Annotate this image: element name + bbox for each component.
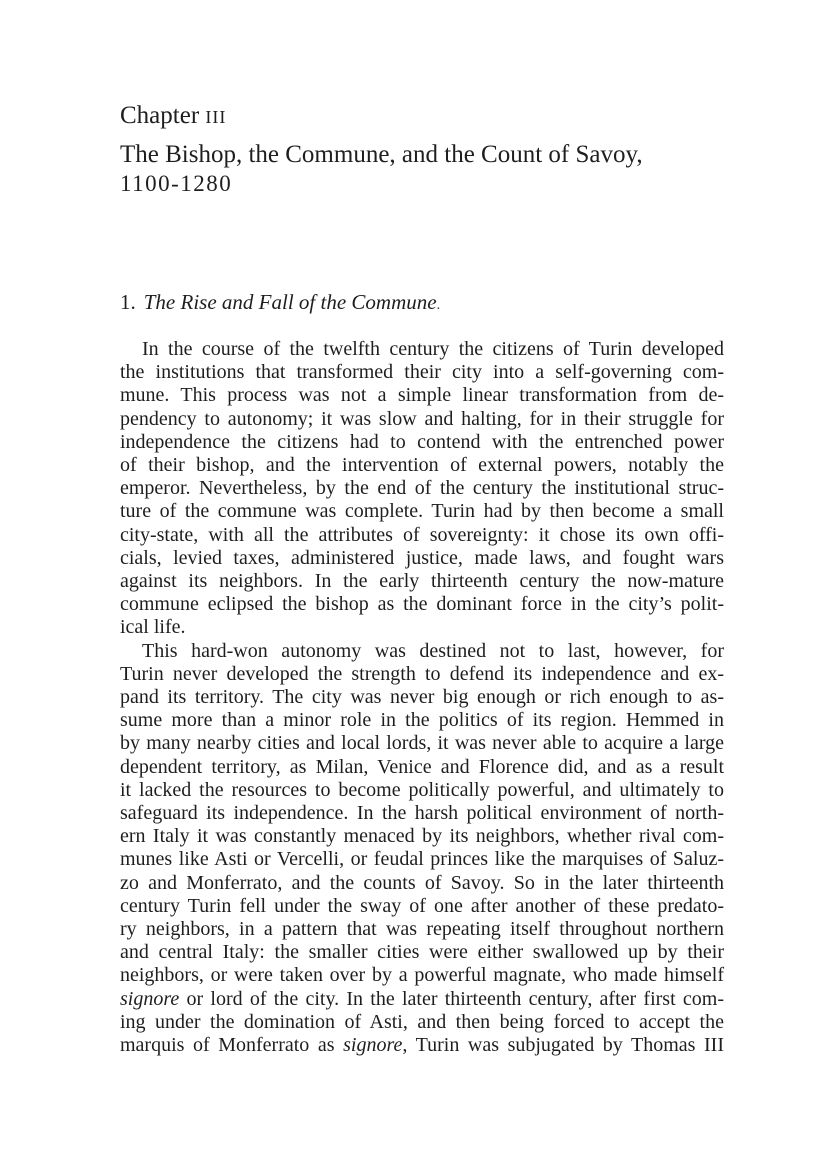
text-line: safeguard its independence. In the harsh political environment of north- (120, 802, 724, 825)
text-fragment: or lord of the city. In the later thirteenth century, after first com- (179, 987, 724, 1010)
text-line: Turin never developed the strength to defend its independence and ex- (120, 662, 724, 685)
italic-term: signore (120, 987, 180, 1010)
text-line: emperor. Nevertheless, by the end of the century the institutional struc- (120, 477, 724, 500)
text-line: dependent territory, as Milan, Venice and Florence did, and as a result (120, 755, 724, 778)
text-line: the institutions that transformed their city into a self-governing com- (120, 361, 724, 384)
text-line: zo and Monferrato, and the counts of Savoy. So in the later thirteenth (120, 871, 724, 894)
text-line: it lacked the resources to become politically powerful, and ultimately to (120, 778, 724, 801)
text-line: neighbors, or were taken over by a powerful magnate, who made himself (120, 964, 724, 987)
text-line: commune eclipsed the bishop as the dominant force in the city’s polit- (120, 593, 724, 616)
text-line: independence the citizens had to contend with the entrenched power (120, 430, 724, 453)
text-line: and central Italy: the smaller cities were either swallowed up by their (120, 941, 724, 964)
chapter-title-text: The Bishop, the Commune, and the Count of Savoy, (120, 141, 643, 168)
text-line: In the course of the twelfth century the citizens of Turin developed (142, 338, 724, 360)
chapter-label (120, 100, 226, 133)
section-heading (120, 289, 440, 319)
chapter-dates: 1100-1280 (120, 171, 233, 196)
text-line: mune. This process was not a simple linear transformation from de- (120, 384, 724, 407)
text-line: century Turin fell under the sway of one after another of these predato- (120, 894, 724, 917)
section-number: 1. (120, 290, 136, 314)
text-line: by many nearby cities and local lords, it was never able to acquire a large (120, 732, 724, 755)
body-text (120, 338, 724, 1057)
section-title-period: . (436, 298, 441, 313)
chapter-numeral: III (205, 107, 227, 127)
paragraph-1 (120, 338, 724, 640)
italic-term: signore (343, 1034, 403, 1057)
chapter-title (120, 140, 680, 198)
text-line (120, 1034, 724, 1057)
text-fragment: marquis of Monferrato as (120, 1034, 344, 1057)
text-line: of their bishop, and the intervention of external powers, notably the (120, 454, 724, 477)
chapter-word: Chapter (120, 102, 200, 129)
text-line: sume more than a minor role in the politics of its region. Hemmed in (120, 709, 724, 732)
text-line: ical life. (120, 616, 186, 639)
text-line (120, 988, 724, 1011)
text-line: pand its territory. The city was never big enough or rich enough to as- (120, 686, 724, 709)
text-line: city-state, with all the attributes of sovereignty: it chose its own offi- (120, 523, 724, 546)
text-line: pendency to autonomy; it was slow and halting, for in their struggle for (120, 407, 724, 430)
text-line: cials, levied taxes, administered justice, made laws, and fought wars (120, 546, 724, 569)
text-line: against its neighbors. In the early thirteenth century the now-mature (120, 570, 724, 593)
section-title: The Rise and Fall of the Commune (143, 290, 437, 314)
text-line: munes like Asti or Vercelli, or feudal princes like the marquises of Saluz- (120, 848, 724, 871)
text-fragment: , Turin was subjugated by Thomas III (402, 1034, 724, 1057)
text-line: ing under the domination of Asti, and then being forced to accept the (120, 1010, 724, 1033)
text-line: ry neighbors, in a pattern that was repeating itself throughout northern (120, 918, 724, 941)
text-line: This hard-won autonomy was destined not to last, however, for (142, 639, 724, 662)
paragraph-2 (120, 640, 724, 1058)
text-line: ture of the commune was complete. Turin had by then become a small (120, 500, 724, 523)
text-line: ern Italy it was constantly menaced by its neighbors, whether rival com- (120, 825, 724, 848)
